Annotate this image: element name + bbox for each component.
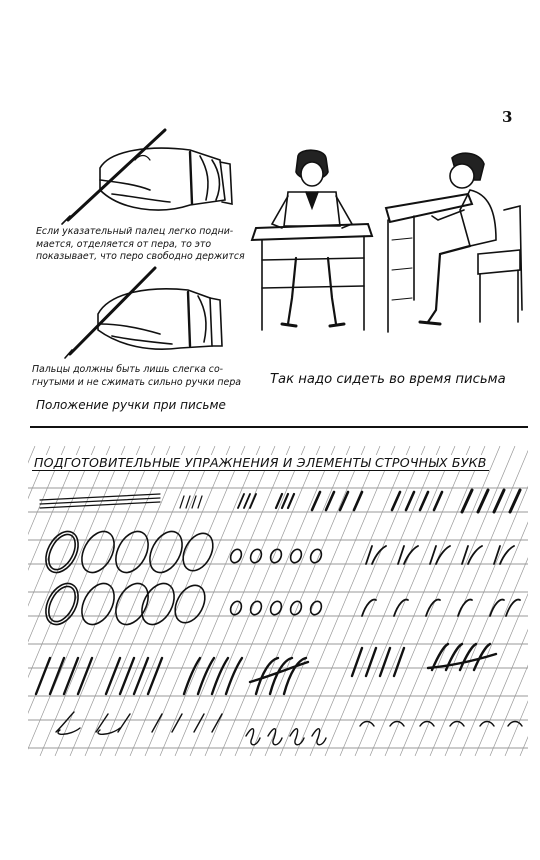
ruling-line bbox=[400, 446, 530, 756]
ruling-line bbox=[85, 446, 215, 756]
ruling-line bbox=[115, 446, 245, 756]
ruling-line bbox=[40, 446, 170, 756]
ruling-line bbox=[235, 446, 365, 756]
ruling-line bbox=[160, 446, 290, 756]
ruling-line bbox=[0, 446, 20, 756]
caption-line: Если указательный палец легко подни- bbox=[36, 226, 234, 237]
ruling-line bbox=[0, 446, 65, 756]
ruling-line bbox=[520, 446, 540, 756]
ruling-line bbox=[100, 446, 230, 756]
section-divider bbox=[30, 426, 528, 428]
ruling-line bbox=[475, 446, 540, 756]
ruling-line bbox=[295, 446, 425, 756]
caption-line: гнутыми и не сжимать сильно ручки пера bbox=[32, 376, 242, 388]
ruling-line bbox=[175, 446, 305, 756]
ruling-line bbox=[535, 446, 540, 756]
ruling-line bbox=[280, 446, 410, 756]
page-number: 3 bbox=[502, 108, 513, 126]
posture-front-illustration bbox=[248, 148, 376, 338]
ruling-line bbox=[130, 446, 260, 756]
ruling-line bbox=[0, 446, 5, 756]
ruling-line bbox=[430, 446, 540, 756]
stroke-row-4 bbox=[36, 644, 496, 694]
pen-grip-illustration-bottom bbox=[60, 262, 240, 362]
ruling-lines bbox=[0, 446, 540, 756]
caption-line: показывает, что перо свободно держится bbox=[36, 251, 245, 262]
ruling-line bbox=[340, 446, 470, 756]
ruling-line bbox=[0, 446, 80, 756]
ruling-line bbox=[70, 446, 200, 756]
ruling-line bbox=[220, 446, 350, 756]
ruling-line bbox=[0, 446, 110, 756]
pen-grip-caption-top bbox=[36, 226, 245, 264]
pen-grip-title: Положение ручки при письме bbox=[36, 398, 226, 412]
pen-grip-caption-bottom bbox=[32, 364, 241, 389]
caption-line: мается, отделяется от пера, то это bbox=[36, 238, 212, 250]
ruling-line bbox=[190, 446, 320, 756]
ruling-line bbox=[385, 446, 515, 756]
stroke-row-1 bbox=[40, 490, 520, 512]
caption-line: Пальцы должны быть лишь слегка со- bbox=[32, 364, 224, 375]
ruling-line bbox=[0, 446, 125, 756]
posture-side-illustration bbox=[380, 150, 530, 340]
ruling-line bbox=[25, 446, 155, 756]
ruling-line bbox=[310, 446, 440, 756]
exercise-heading: ПОДГОТОВИТЕЛЬНЫЕ УПРАЖНЕНИЯ И ЭЛЕМЕНТЫ СТРОЧНЫХ БУКВ bbox=[34, 455, 487, 470]
exercise-strokes bbox=[36, 490, 522, 745]
copybook-worksheet bbox=[0, 436, 540, 760]
ruling-line bbox=[265, 446, 395, 756]
pen-grip-illustration-top bbox=[40, 120, 240, 230]
posture-caption: Так надо сидеть во время письма bbox=[270, 372, 506, 387]
ruling-line bbox=[0, 446, 50, 756]
